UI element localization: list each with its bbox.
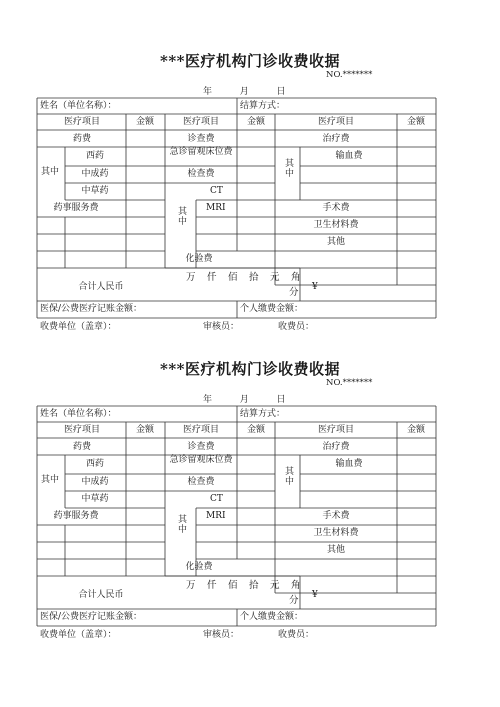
date-day-label: 日 [276,87,286,97]
footer-unit-label: 收费单位（盖章）： [40,630,117,640]
header-amount-2: 金额 [246,425,266,435]
unit-bai: 佰 [228,580,238,591]
name-label: 姓名（单位名称）： [40,101,117,111]
yuan-sign: ¥ [312,590,318,600]
receipt-title: ***医疗机构门诊收费收据 [159,360,341,378]
receipt-2 [0,358,500,658]
footer-collector-label: 收费员： [278,322,315,332]
date-month-label: 月 [239,395,249,405]
date-day-label: 日 [276,395,286,405]
total-rmb-label: 合计人民币 [78,590,124,600]
sanitary-material-label: 卫生材料费 [313,220,359,230]
qizhong-left-label: 其中 [40,475,60,485]
receipt-title: ***医疗机构门诊收费收据 [159,52,341,70]
header-item-3: 医疗项目 [317,117,355,127]
total-rmb-label: 合计人民币 [78,282,124,292]
mri-label: MRI [206,511,226,521]
qizhong-mid-label: 其中 [176,514,186,534]
exam-fee-label: 诊查费 [187,442,215,452]
insurance-amount-label: 医保/公费医疗记账金额： [40,304,143,314]
header-item-1: 医疗项目 [63,425,101,435]
header-amount-2: 金额 [246,117,266,127]
footer-collector-label: 收费员： [278,630,315,640]
yuan-sign: ¥ [312,282,318,292]
unit-jiao: 角 [291,580,301,591]
settle-label: 结算方式： [240,409,286,419]
check-fee-label: 检查费 [187,169,215,179]
unit-yuan: 元 [270,272,280,283]
receipt-number: NO.******* [326,70,373,80]
unit-yuan: 元 [270,580,280,591]
transfusion-fee-label: 输血费 [335,459,363,469]
footer-unit-label: 收费单位（盖章）： [40,322,117,332]
herbal-medicine-label: 中草药 [81,494,109,504]
unit-bai: 佰 [228,272,238,283]
header-amount-3: 金额 [406,425,426,435]
drug-fee-label: 药费 [72,134,92,144]
receipt-1 [0,50,500,350]
other-fee-label: 其他 [326,545,346,555]
surgery-fee-label: 手术费 [322,511,350,521]
insurance-amount-label: 医保/公费医疗记账金额： [40,612,143,622]
western-drug-label: 西药 [85,151,105,161]
lab-fee-label: 化验费 [185,562,213,572]
ct-label: CT [210,494,223,504]
unit-qian: 仟 [207,272,217,283]
patent-medicine-label: 中成药 [81,477,109,487]
herbal-medicine-label: 中草药 [81,186,109,196]
qizhong-mid-label: 其中 [176,206,186,226]
unit-jiao: 角 [291,272,301,283]
footer-auditor-label: 审核员： [203,322,240,332]
check-fee-label: 检查费 [187,477,215,487]
amount-units [186,272,305,283]
observation-bed-text: 急诊留观床位费 [169,455,233,465]
patent-medicine-label: 中成药 [81,169,109,179]
unit-wan: 万 [186,580,196,591]
pharmacy-service-label: 药事服务费 [53,511,99,521]
date-month-label: 月 [239,87,249,97]
exam-fee-label: 诊查费 [187,134,215,144]
date-year-label: 年 [203,395,213,405]
ct-label: CT [210,186,223,196]
unit-wan: 万 [186,272,196,283]
observation-bed-label [166,147,236,158]
observation-bed-text: 急诊留观床位费 [169,147,233,157]
qizhong-right-label: 其中 [283,158,293,178]
treat-fee-label: 治疗费 [322,134,350,144]
name-label: 姓名（单位名称）： [40,409,117,419]
unit-shi: 拾 [249,580,259,591]
transfusion-fee-label: 输血费 [335,151,363,161]
header-amount-3: 金额 [406,117,426,127]
header-item-1: 医疗项目 [63,117,101,127]
unit-fen: 分 [289,287,299,298]
header-amount-1: 金额 [135,117,155,127]
qizhong-right-label: 其中 [283,466,293,486]
header-amount-1: 金额 [135,425,155,435]
drug-fee-label: 药费 [72,442,92,452]
date-year-label: 年 [203,87,213,97]
self-pay-label: 个人缴费金额： [240,304,304,314]
header-item-2: 医疗项目 [182,117,220,127]
surgery-fee-label: 手术费 [322,203,350,213]
western-drug-label: 西药 [85,459,105,469]
header-item-2: 医疗项目 [182,425,220,435]
self-pay-label: 个人缴费金额： [240,612,304,622]
mri-label: MRI [206,203,226,213]
footer-auditor-label: 审核员： [203,630,240,640]
qizhong-left-label: 其中 [40,167,60,177]
other-fee-label: 其他 [326,237,346,247]
settle-label: 结算方式： [240,101,286,111]
observation-bed-label [166,455,236,466]
pharmacy-service-label: 药事服务费 [53,203,99,213]
header-item-3: 医疗项目 [317,425,355,435]
unit-qian: 仟 [207,580,217,591]
unit-fen: 分 [289,595,299,606]
amount-units [186,580,305,591]
receipt-number: NO.******* [326,378,373,388]
treat-fee-label: 治疗费 [322,442,350,452]
sanitary-material-label: 卫生材料费 [313,528,359,538]
lab-fee-label: 化验费 [185,254,213,264]
unit-shi: 拾 [249,272,259,283]
